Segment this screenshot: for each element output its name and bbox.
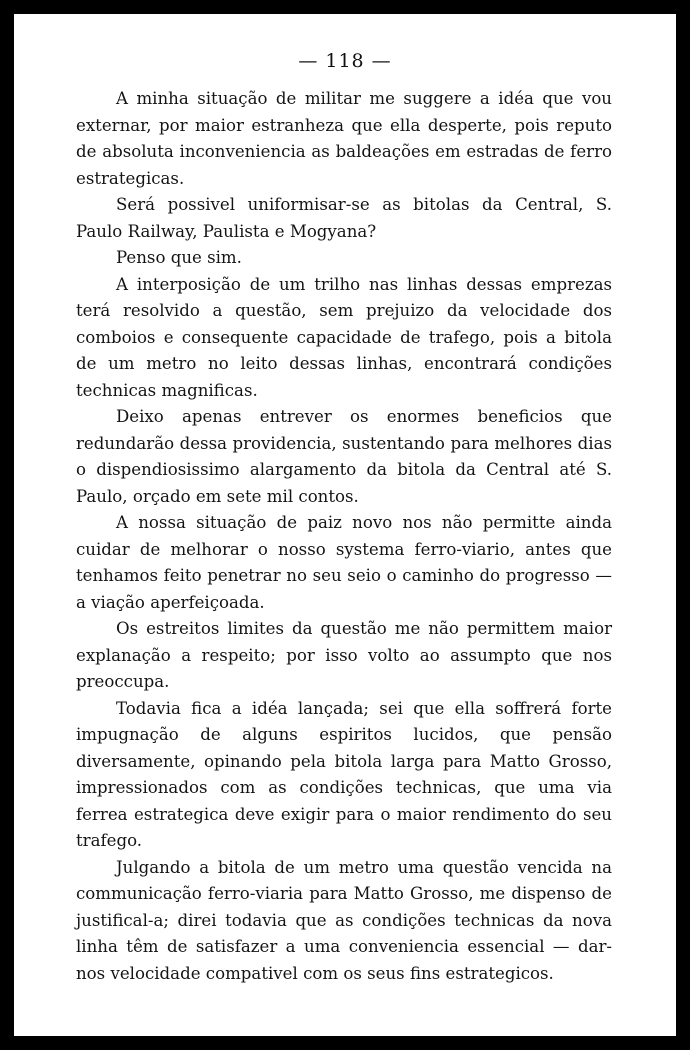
page-number: — 118 — (298, 50, 392, 72)
paragraph-3: Penso que sim. (116, 248, 242, 267)
book-page (14, 14, 676, 1036)
paragraph-2: Será possivel uniformisar-se as bitolas da Central, S. Paulo Railway, Paulista e Mogyana? (76, 195, 612, 241)
body-text (76, 86, 612, 987)
paragraph-9: Julgando a bitola de um metro uma questão vencida na communicação ferro-viaria para Matto Grosso, me dispenso de justifical-a; direi todavia que as condições technicas da nova linha têm de satisfazer a uma conveniencia essencial — dar-nos velocidade compativel com os seus fins estrategicos. (76, 857, 612, 983)
paragraph-1: A minha situação de militar me suggere a idéa que vou externar, por maior estranheza que ella desperte, pois reputo de absoluta inconveniencia as baldeações em estradas de ferro estrategicas. (76, 89, 612, 188)
paragraph-5: Deixo apenas entrever os enormes beneficios que redundarão dessa providencia, sustentando para melhores dias o dispendiosissimo alargamento da bitola da Central até S. Paulo, orçado em sete mil contos. (76, 407, 612, 506)
paragraph-7: Os estreitos limites da questão me não permittem maior explanação a respeito; por isso volto ao assumpto que nos preoccupa. (76, 619, 612, 691)
paragraph-4: A interposição de um trilho nas linhas dessas emprezas terá resolvido a questão, sem prejuizo da velocidade dos comboios e consequente capacidade de trafego, pois a bitola de um metro no leito dessas linhas, encontrará condições technicas magnificas. (76, 274, 612, 400)
paragraph-8: Todavia fica a idéa lançada; sei que ella soffrerá forte impugnação de alguns espiritos lucidos, que pensão diversamente, opinando pela bitola larga para Matto Grosso, impressionados com as condições technicas, que uma via ferrea estrategica deve exigir para o maior rendimento do seu trafego. (76, 698, 612, 850)
paragraph-6: A nossa situação de paiz novo nos não permitte ainda cuidar de melhorar o nosso systema ferro-viario, antes que tenhamos feito penetrar no seu seio o caminho do progresso — a viação aperfeiçoada. (76, 513, 612, 612)
